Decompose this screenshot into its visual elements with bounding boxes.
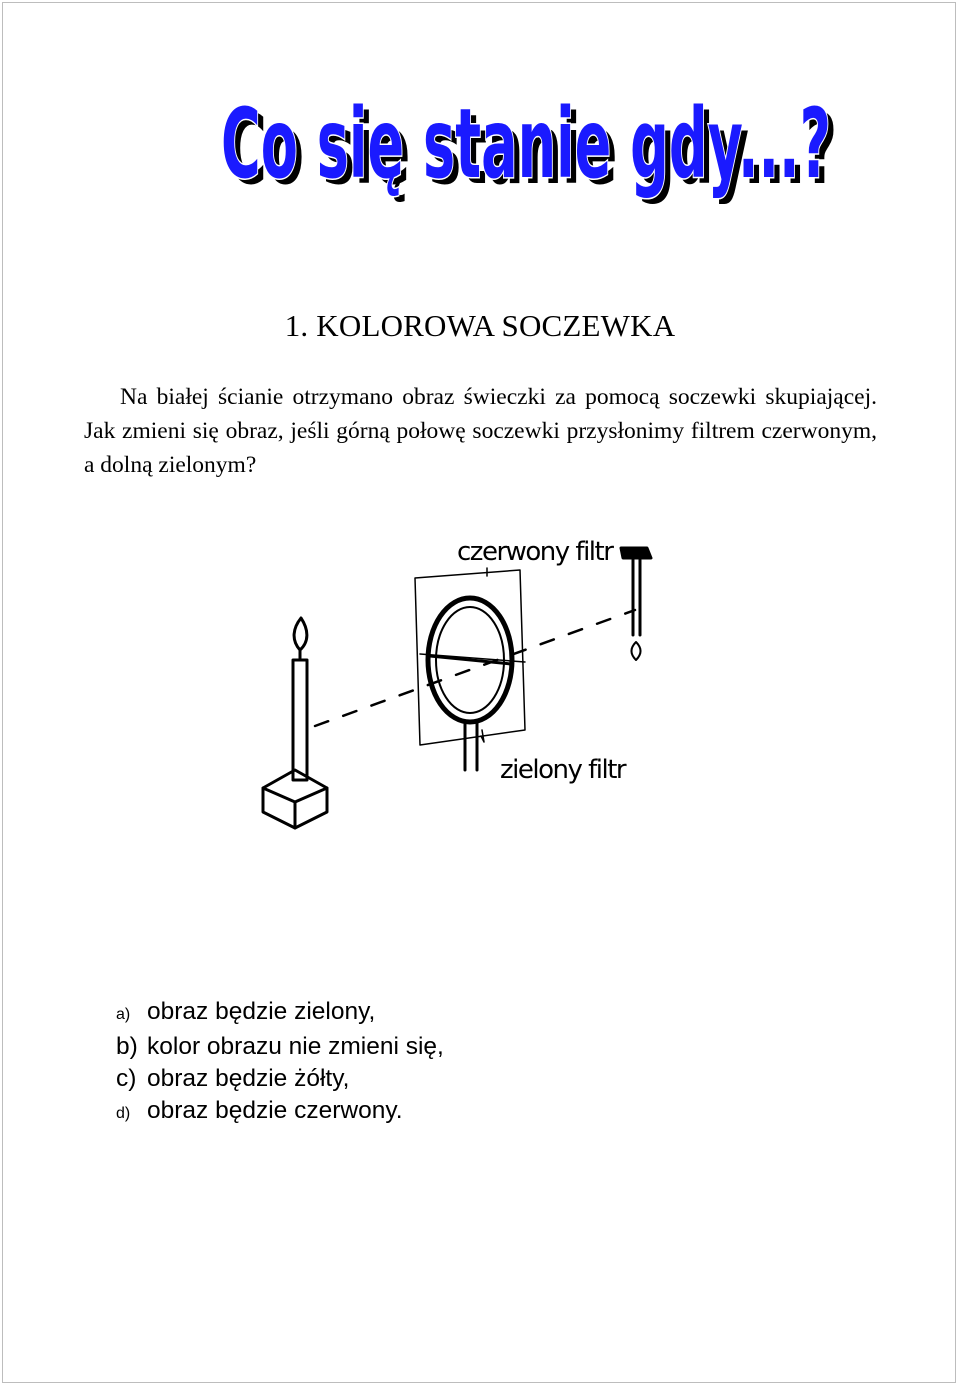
answer-text: obraz będzie zielony,: [147, 998, 376, 1025]
section-heading: 1. KOLOROWA SOCZEWKA: [284, 308, 676, 343]
answer-letter: d): [116, 1105, 131, 1122]
title-banner-shadow: Co się stanie gdy...?: [227, 94, 837, 206]
lens-icon: [428, 598, 512, 770]
title-banner: [205, 55, 855, 235]
answer-letter: b): [116, 1033, 138, 1060]
question-text: [84, 380, 877, 482]
answer-option-d[interactable]: [116, 1095, 444, 1130]
answer-option-b[interactable]: [116, 1031, 444, 1063]
light-ray: [315, 610, 635, 726]
answer-option-a[interactable]: [116, 996, 444, 1031]
candle-icon: [263, 618, 327, 828]
answer-letter: a): [116, 1006, 131, 1023]
question-body: Na białej ścianie otrzymano obraz świeczki za pomocą soczewki skupiającej. Jak zmieni się obraz, jeśli górną połowę soczewki przysłonimy filtrem czerwonym, a dolną zielonym?: [84, 384, 877, 478]
figure-label-red-filter: czerwony filtr: [457, 537, 613, 567]
experiment-figure: [255, 530, 705, 830]
answer-letter: c): [116, 1065, 137, 1092]
title-banner-text: Co się stanie gdy...?: [221, 88, 831, 200]
answer-text: obraz będzie czerwony.: [147, 1097, 403, 1124]
bottom-label-pointer: [481, 730, 484, 742]
answer-text: obraz będzie żółty,: [147, 1065, 350, 1092]
answer-list: [116, 996, 444, 1130]
figure-label-green-filter: zielony filtr: [500, 755, 626, 785]
answer-text: kolor obrazu nie zmieni się,: [147, 1033, 444, 1060]
screen-icon: [621, 548, 651, 660]
title-banner-art: [205, 55, 855, 235]
answer-option-c[interactable]: [116, 1063, 444, 1095]
